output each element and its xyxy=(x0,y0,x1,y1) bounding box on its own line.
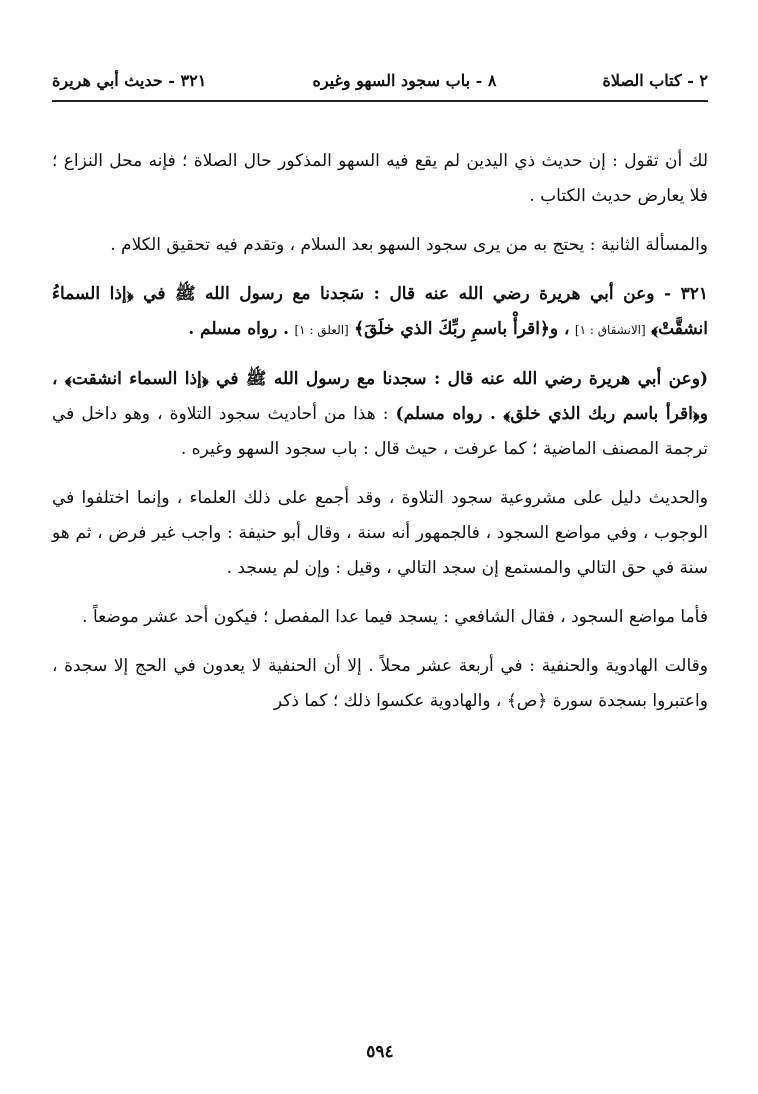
header-hadith: ٣٢١ - حديث أبي هريرة xyxy=(52,70,207,90)
quran-reference-1: [الانشقاق : ١] xyxy=(574,323,646,337)
paragraph-5: والحديث دليل على مشروعية سجود التلاوة ، وقد أجمع على ذلك العلماء ، وإنما اختلفوا في الوجوب ، وفي مواضع السجود ، فالجمهور أنه سنة ، وقال أبو حنيفة : واجب غير فرض ، ثم هو سنة في حق التالي والمستمع إن سجد التالي ، وقيل : وإن لم يسجد . xyxy=(52,488,708,578)
page-body xyxy=(52,144,708,733)
page-number: ٥٩٤ xyxy=(366,1042,394,1062)
header-chapter: ٢ - كتاب الصلاة xyxy=(602,70,708,90)
hadith-text-b: ، و﴿اقرأْ باسمِ ربِّكَ الذي خلَقَ﴾ xyxy=(354,319,570,339)
commentary-quote: (وعن أبي هريرة رضي الله عنه قال : سجدنا مع رسول الله ﷺ في ﴿إذا السماء انشقت﴾ ، و﴿اقرأ باسم ربك الذي خلق﴾ . رواه مسلم) xyxy=(52,369,708,424)
commentary-text: : هذا من أحاديث سجود التلاوة ، وهو داخل في ترجمة المصنف الماضية ؛ كما عرفت ، حيث قال : باب سجود السهو وغيره . xyxy=(52,404,708,459)
paragraph-1: لك أن تقول : إن حديث ذي اليدين لم يقع فيه السهو المذكور حال الصلاة ؛ فإنه محل النزاع ؛ فلا يعارض حديث الكتاب . xyxy=(52,151,708,206)
running-header xyxy=(52,60,708,100)
header-section: ٨ - باب سجود السهو وغيره xyxy=(312,70,497,90)
header-divider xyxy=(52,100,708,102)
paragraph-7: وقالت الهادوية والحنفية : في أربعة عشر محلاً . إلا أن الحنفية لا يعدون في الحج إلا سجدة ، واعتبروا بسجدة سورة ﴿ص﴾ ، والهادوية عكسوا ذلك ؛ كما ذكر xyxy=(52,656,708,711)
book-page xyxy=(52,0,708,1094)
hadith-text-a: ٣٢١ - وعن أبي هريرة رضي الله عنه قال : سَجدنا مع رسول الله ﷺ في ﴿إذا السماءُ انشقَّتْ﴾ xyxy=(52,284,708,339)
quran-reference-2: [العلق : ١] xyxy=(294,323,349,337)
paragraph-6: فأما مواضع السجود ، فقال الشافعي : يسجد فيما عدا المفصل ؛ فيكون أحد عشر موضعاً . xyxy=(82,607,708,627)
hadith-text-c: . رواه مسلم . xyxy=(188,319,290,339)
paragraph-2: والمسألة الثانية : يحتج به من يرى سجود السهو بعد السلام ، وتقدم فيه تحقيق الكلام . xyxy=(110,235,708,255)
commentary-intro xyxy=(52,362,708,467)
hadith-321 xyxy=(52,277,708,348)
